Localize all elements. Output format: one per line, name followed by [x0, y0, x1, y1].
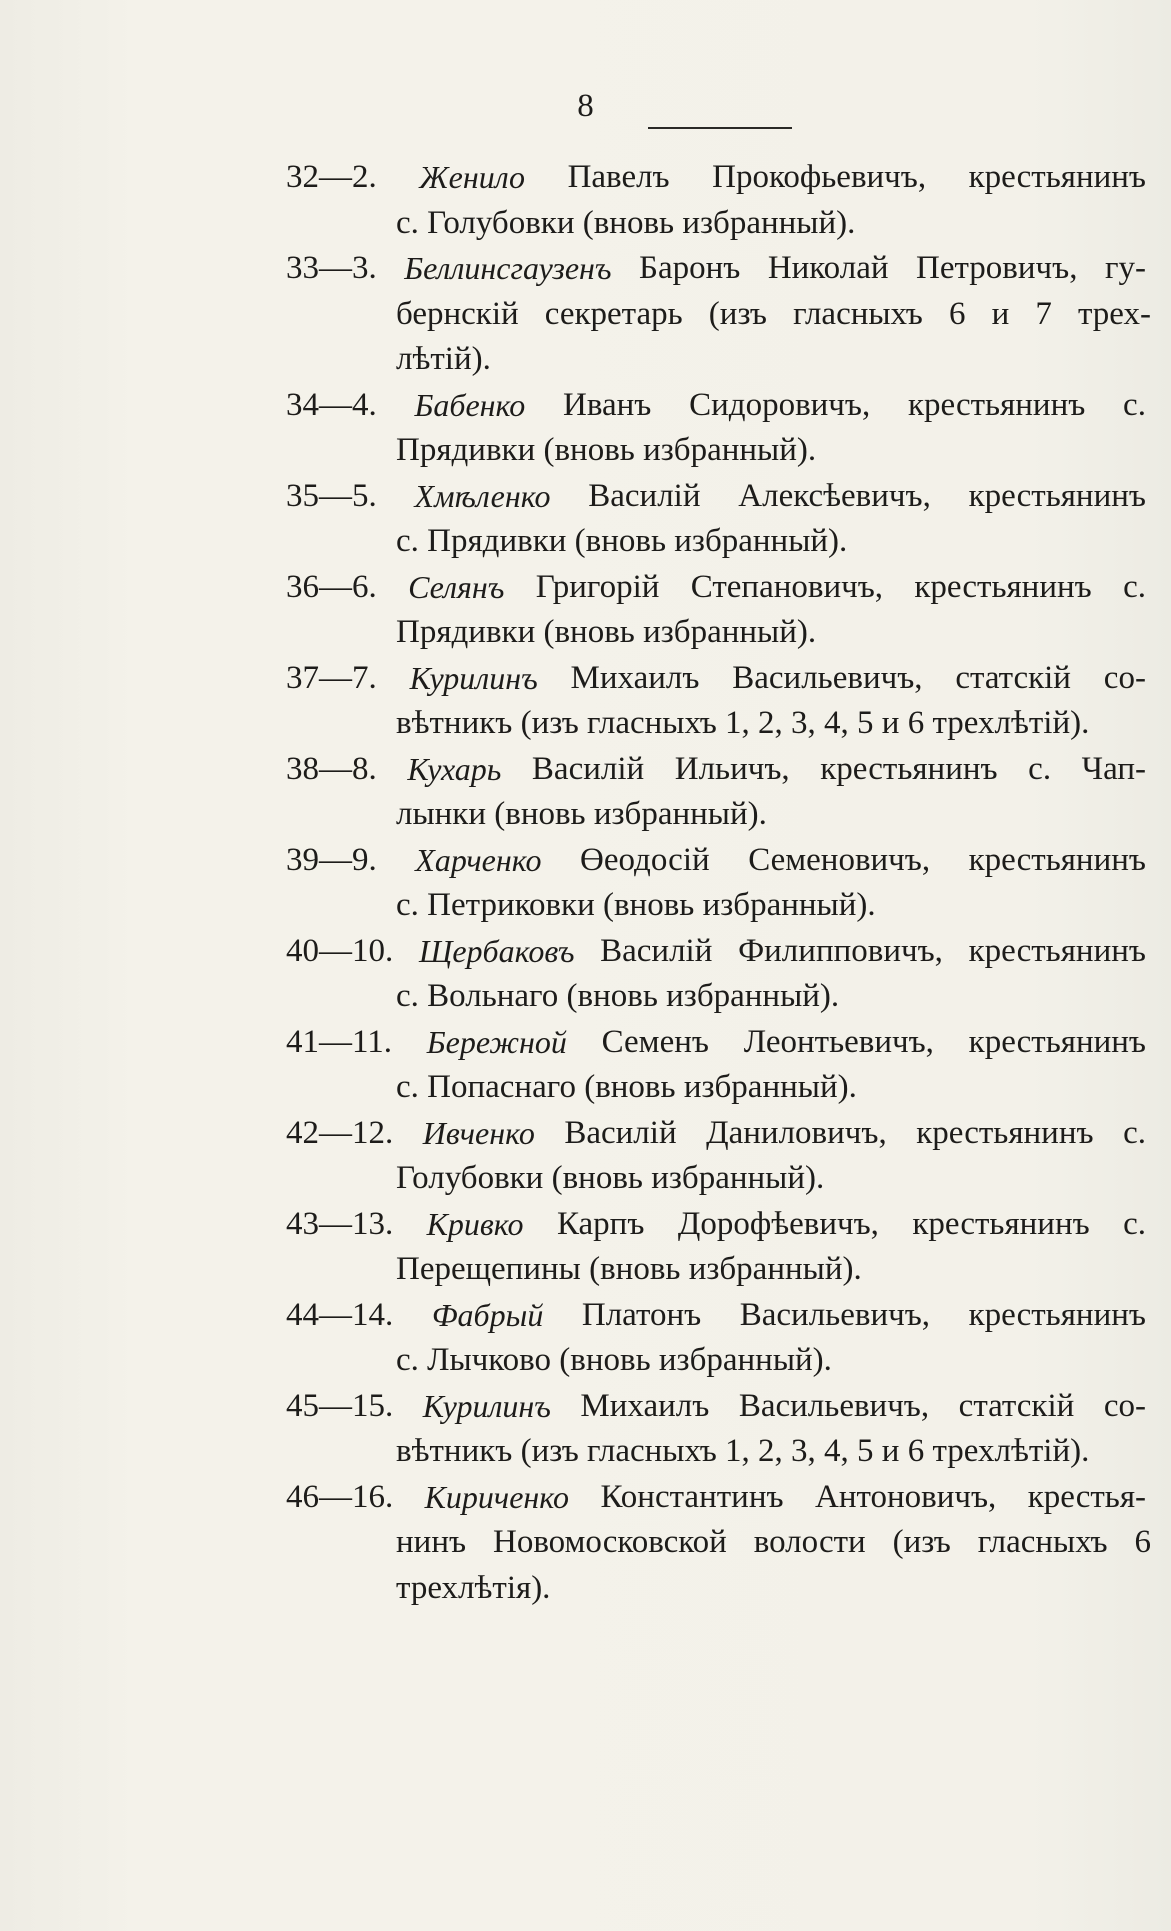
- page-number: 8: [577, 88, 594, 124]
- entry-number: 43—13.: [286, 1205, 394, 1242]
- entry-first-line: 39—9. Харченко Өеодосій Семеновичъ, крестьянинъ: [286, 838, 1146, 884]
- list-entry: [0, 1111, 1171, 1202]
- entry-continuation-line: с. Петриковки (вновь избранный).: [396, 887, 876, 923]
- entry-first-line: 41—11. Бережной Семенъ Леонтьевичъ, крестьянинъ: [286, 1020, 1146, 1066]
- list-entry: [0, 155, 1171, 246]
- entry-continuation-line: Прядивки (вновь избранный).: [396, 432, 817, 468]
- entry-continuation-line: Голубовки (вновь избранный).: [396, 1160, 825, 1196]
- entry-first-line: 37—7. Курилинъ Михаилъ Васильевичъ, статскій со-: [286, 656, 1146, 702]
- entry-surname: Селянъ: [408, 568, 505, 605]
- entry-first-line: 34—4. Бабенко Иванъ Сидоровичъ, крестьянинъ с.: [286, 383, 1146, 429]
- entry-first-line: 43—13. Кривко Карпъ Дорофѣевичъ, крестьянинъ с.: [286, 1202, 1146, 1248]
- entry-number: 36—6.: [286, 568, 377, 605]
- entry-first-line: 35—5. Хмѣленко Василій Алексѣевичъ, крестьянинъ: [286, 474, 1146, 520]
- list-entry: [0, 1384, 1171, 1475]
- entry-surname: Ивченко: [422, 1114, 535, 1151]
- entry-number: 34—4.: [286, 386, 377, 423]
- list-entry: [0, 1020, 1171, 1111]
- entry-surname: Женило: [419, 159, 526, 195]
- list-entry: [0, 565, 1171, 656]
- entry-surname: Харченко: [415, 841, 542, 878]
- entry-continuation-line: Прядивки (вновь избранный).: [396, 614, 817, 650]
- entry-continuation-line: нинъ Новомосковской волости (изъ гласныхъ 6: [396, 1524, 1151, 1560]
- entry-continuation-line: с. Вольнаго (вновь избранный).: [396, 978, 840, 1014]
- entry-continuation-line: с. Прядивки (вновь избранный).: [396, 523, 848, 559]
- entry-first-line: 44—14. Фабрый Платонъ Васильевичъ, крестьянинъ: [286, 1293, 1146, 1339]
- list-entry: [0, 474, 1171, 565]
- page-number-rule: [648, 127, 792, 129]
- entry-number: 40—10.: [286, 932, 394, 969]
- entry-first-line: 45—15. Курилинъ Михаилъ Васильевичъ, статскій со-: [286, 1384, 1146, 1430]
- entry-surname: Бабенко: [414, 386, 526, 423]
- entry-surname: Кухарь: [407, 750, 502, 787]
- list-entry: [0, 1293, 1171, 1384]
- entry-number: 33—3.: [286, 250, 377, 286]
- entry-first-line: 33—3. Беллинсгаузенъ Баронъ Николай Петровичъ, гу-: [286, 246, 1146, 292]
- entry-first-line: 42—12. Ивченко Василій Даниловичъ, крестьянинъ с.: [286, 1111, 1146, 1157]
- entry-surname: Кириченко: [424, 1478, 570, 1515]
- entry-surname: Кривко: [426, 1205, 524, 1242]
- entry-first-line: 36—6. Селянъ Григорій Степановичъ, крестьянинъ с.: [286, 565, 1146, 611]
- entry-number: 41—11.: [286, 1023, 393, 1060]
- entry-surname: Щербаковъ: [418, 932, 575, 969]
- list-entry: [0, 246, 1171, 383]
- entry-continuation-line: вѣтникъ (изъ гласныхъ 1, 2, 3, 4, 5 и 6 трехлѣтій).: [396, 1433, 1090, 1469]
- entry-surname: Бережной: [426, 1023, 567, 1060]
- entry-number: 44—14.: [286, 1296, 394, 1333]
- entry-number: 39—9.: [286, 841, 377, 878]
- list-entry: [0, 1202, 1171, 1293]
- entry-first-line: 40—10. Щербаковъ Василій Филипповичъ, крестьянинъ: [286, 929, 1146, 975]
- list-entry: [0, 656, 1171, 747]
- entry-first-line: 46—16. Кириченко Константинъ Антоновичъ, крестья-: [286, 1475, 1146, 1521]
- entry-number: 45—15.: [286, 1387, 394, 1424]
- entry-number: 38—8.: [286, 750, 377, 787]
- entry-number: 35—5.: [286, 477, 377, 514]
- entry-number: 37—7.: [286, 659, 377, 696]
- list-entry: [0, 838, 1171, 929]
- entry-continuation-line: лынки (вновь избранный).: [396, 796, 767, 832]
- entry-surname: Курилинъ: [422, 1387, 551, 1424]
- entry-continuation-line: с. Попаснаго (вновь избранный).: [396, 1069, 857, 1105]
- entry-continuation-line: с. Голубовки (вновь избранный).: [396, 204, 856, 241]
- entry-number: 42—12.: [286, 1114, 394, 1151]
- list-entry: [0, 929, 1171, 1020]
- entry-continuation-line: лѣтій).: [396, 341, 491, 377]
- entry-first-line: 38—8. Кухарь Василій Ильичъ, крестьянинъ с. Чап-: [286, 747, 1146, 793]
- entry-continuation-line: с. Лычково (вновь избранный).: [396, 1342, 832, 1378]
- entry-surname: Фабрый: [431, 1296, 544, 1333]
- entry-continuation-line: трехлѣтія).: [396, 1569, 551, 1606]
- entry-number: 46—16.: [286, 1478, 394, 1515]
- entry-surname: Беллинсгаузенъ: [404, 250, 612, 286]
- list-entry: [0, 747, 1171, 838]
- entry-first-line: 32—2. Женило Павелъ Прокофьевичъ, крестьянинъ: [286, 155, 1146, 201]
- entry-continuation-line: вѣтникъ (изъ гласныхъ 1, 2, 3, 4, 5 и 6 трехлѣтій).: [396, 705, 1090, 741]
- entry-continuation-line: Перещепины (вновь избранный).: [396, 1251, 862, 1287]
- entry-surname: Хмѣленко: [414, 477, 551, 514]
- list-entry: [0, 383, 1171, 474]
- entry-number: 32—2.: [286, 159, 377, 195]
- list-entry: [0, 1475, 1171, 1612]
- entry-surname: Курилинъ: [409, 659, 538, 696]
- entry-continuation-line: бернскій секретарь (изъ гласныхъ 6 и 7 трех-: [396, 295, 1151, 332]
- entry-list: [0, 155, 1171, 1611]
